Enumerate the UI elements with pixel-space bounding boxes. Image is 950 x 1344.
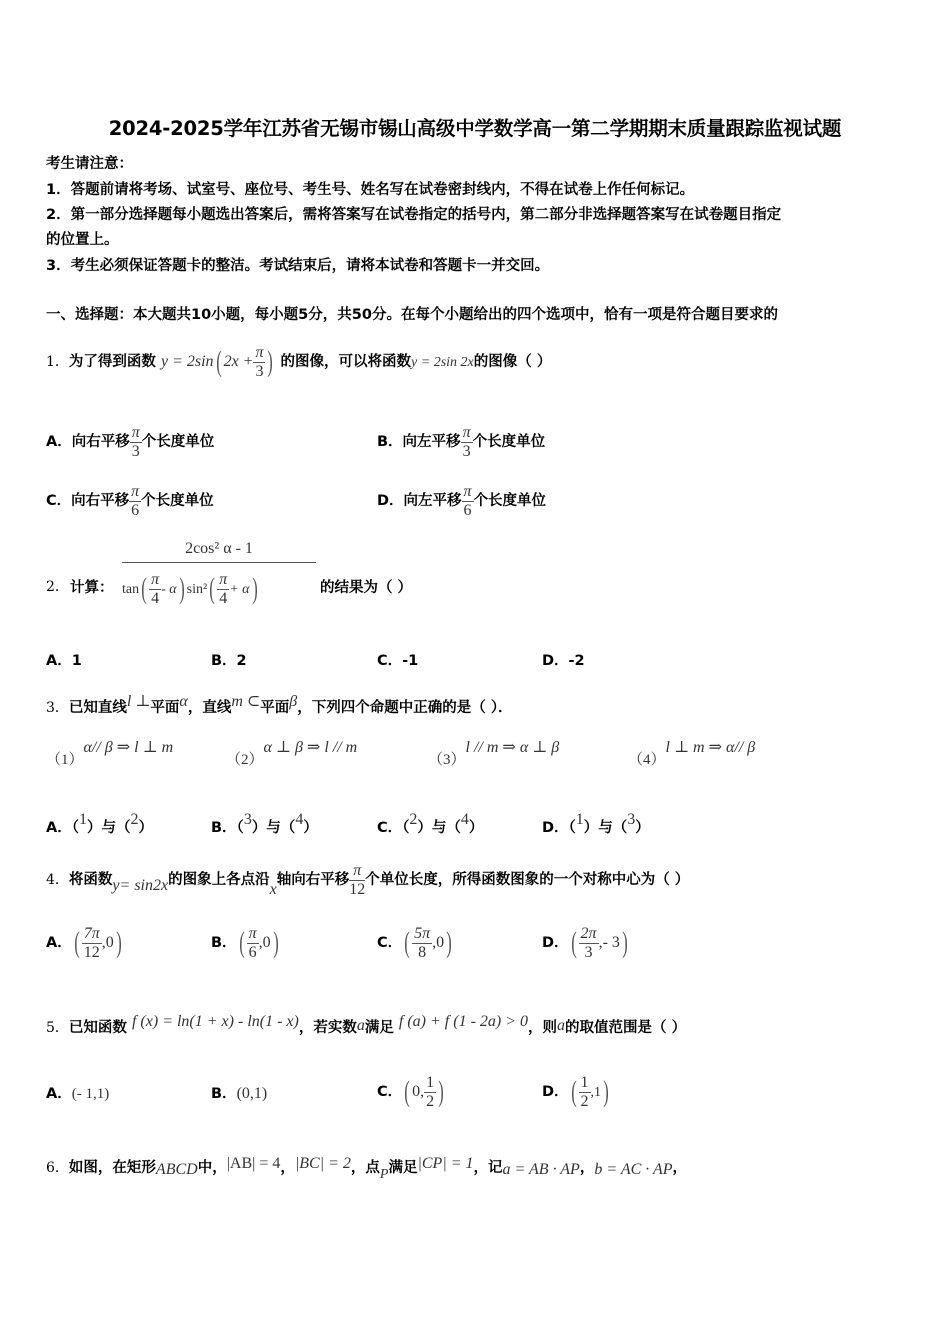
fraction-denominator: 6 bbox=[248, 943, 257, 961]
fraction-numerator: π bbox=[463, 482, 472, 500]
formula: sin² bbox=[186, 582, 208, 597]
option-label: B．（ bbox=[211, 820, 244, 836]
option-text: 个长度单位 bbox=[473, 493, 547, 509]
option-value: 1 bbox=[78, 811, 87, 828]
fraction-denominator: 4 bbox=[219, 589, 228, 607]
question-text: ，下列四个命题中正确的是（ ）． bbox=[297, 700, 513, 716]
option-a[interactable] bbox=[46, 422, 214, 462]
question-text: 为了得到函数 bbox=[68, 354, 156, 370]
option-label: A． bbox=[46, 935, 72, 951]
option-d[interactable]: D．-2 bbox=[542, 653, 585, 669]
option-label: D．（ bbox=[542, 820, 576, 836]
question-number: 3． bbox=[46, 700, 69, 716]
option-b[interactable] bbox=[211, 1072, 267, 1116]
formula: a = AB · AP bbox=[502, 1161, 580, 1178]
option-value: 3 bbox=[627, 811, 636, 828]
formula: |CP| = 1 bbox=[417, 1155, 474, 1172]
question-text: 将函数 bbox=[68, 872, 113, 888]
fraction-denominator: 3 bbox=[131, 442, 140, 460]
question-number: 2． bbox=[46, 579, 69, 595]
notice-item: 的位置上。 bbox=[46, 232, 119, 248]
option-text: 个长度单位 bbox=[472, 434, 546, 450]
question-number: 5． bbox=[46, 1020, 69, 1036]
notice-item: 1．答题前请将考场、试室号、座位号、考生号、姓名写在试卷密封线内，不得在试卷上作任何标记。 bbox=[46, 182, 695, 198]
option-label: C． bbox=[377, 935, 403, 951]
proposition-tag: （4） bbox=[628, 752, 666, 768]
proposition-2 bbox=[226, 736, 358, 768]
proposition-tag: （2） bbox=[226, 752, 264, 768]
question-text: ，则 bbox=[528, 1020, 558, 1036]
option-label: D．向左平移 bbox=[377, 493, 462, 509]
option-text: ）与（ bbox=[251, 820, 296, 836]
formula: α bbox=[179, 693, 188, 710]
option-a[interactable]: A．1 bbox=[46, 653, 82, 669]
formula: b = AC · AP bbox=[594, 1161, 673, 1178]
question-text: 计算： bbox=[70, 580, 114, 596]
fraction-denominator: 6 bbox=[131, 501, 140, 519]
option-a[interactable] bbox=[46, 800, 153, 840]
option-d[interactable]: D．( $\frac{1}{2}$ ,1) bbox=[542, 1073, 609, 1110]
option-value: ,- 3 bbox=[598, 934, 620, 951]
option-value: (- 1,1) bbox=[71, 1086, 110, 1102]
option-text: ）与（ bbox=[583, 820, 628, 836]
formula: β bbox=[289, 693, 298, 710]
fraction-denominator: 8 bbox=[418, 943, 427, 961]
option-text: ） bbox=[138, 820, 153, 836]
formula: |BC| = 2 bbox=[294, 1155, 351, 1172]
fraction-numerator: π bbox=[131, 482, 140, 500]
proposition-4 bbox=[628, 736, 756, 768]
fraction-denominator: 2 bbox=[426, 1092, 435, 1110]
fraction-numerator: π bbox=[248, 924, 257, 942]
option-label: C． bbox=[377, 1084, 403, 1100]
formula: f (a) + f (1 - 2a) > 0 bbox=[398, 1013, 529, 1030]
question-text: 的结果为（ ） bbox=[320, 580, 413, 596]
proposition-1 bbox=[46, 736, 174, 768]
question-3 bbox=[46, 684, 513, 720]
question-6 bbox=[46, 1146, 687, 1182]
option-text: ）与（ bbox=[417, 820, 461, 836]
fraction-denominator: 4 bbox=[151, 589, 160, 607]
option-value: 1 bbox=[575, 811, 584, 828]
option-c[interactable] bbox=[377, 800, 483, 840]
option-a[interactable]: A．( $\frac{7\pi}{12}$ ,0) bbox=[46, 924, 122, 961]
option-value: 0, bbox=[412, 1083, 425, 1100]
question-text: 轴向右平移 bbox=[276, 872, 350, 888]
question-1: 1．为了得到函数 y = 2sin( 2x + $\frac{\pi}{3}$ ) 的图像，可以将函数y = 2sin 2x的图像（ ） bbox=[46, 343, 552, 380]
fraction-numerator: π bbox=[131, 423, 140, 441]
question-text: ，记 bbox=[473, 1160, 503, 1176]
notice-heading: 考生请注意： bbox=[46, 156, 133, 172]
fraction-numerator: π bbox=[219, 570, 228, 588]
formula: α// β ⇒ l ⊥ m bbox=[83, 739, 174, 756]
formula: m ⊂ bbox=[231, 693, 261, 710]
option-value: 4 bbox=[460, 811, 469, 828]
proposition-tag: （3） bbox=[428, 752, 466, 768]
option-d[interactable] bbox=[377, 481, 546, 521]
question-text: 满足 bbox=[388, 1160, 418, 1176]
formula: x bbox=[269, 881, 277, 898]
fraction-numerator: 2π bbox=[580, 924, 597, 942]
proposition-3 bbox=[428, 736, 560, 768]
formula: y = 2sin bbox=[160, 353, 214, 370]
formula: α ⊥ β ⇒ l // m bbox=[263, 739, 358, 756]
question-text: 的图像（ ） bbox=[473, 354, 552, 370]
formula: y = 2sin 2x bbox=[411, 355, 474, 370]
option-text: ） bbox=[468, 820, 484, 836]
question-text: ，直线 bbox=[187, 700, 232, 716]
formula: l ⊥ m ⇒ α// β bbox=[665, 739, 756, 756]
question-4 bbox=[46, 858, 689, 902]
option-d[interactable]: D．( $\frac{2\pi}{3}$ ,- 3) bbox=[542, 924, 628, 961]
formula: |AB| = 4 bbox=[226, 1155, 281, 1172]
question-5 bbox=[46, 1000, 686, 1044]
formula: + α bbox=[229, 582, 250, 597]
fraction-numerator: 5π bbox=[414, 924, 431, 942]
fraction-denominator: 3 bbox=[584, 943, 593, 961]
fraction-denominator: 12 bbox=[83, 943, 100, 961]
question-text: ， bbox=[579, 1160, 595, 1176]
notice-item: 3．考生必须保证答题卡的整洁。考试结束后，请将本试卷和答题卡一并交回。 bbox=[46, 258, 550, 274]
option-value: 2 bbox=[409, 811, 418, 828]
fraction-numerator: 1 bbox=[580, 1073, 589, 1091]
option-c[interactable]: C．( $\frac{5\pi}{8}$ ,0) bbox=[377, 924, 452, 961]
question-text: 个单位长度，所得函数图象的一个对称中心为（ ） bbox=[365, 872, 690, 888]
option-label: B． bbox=[211, 1086, 237, 1102]
section-heading: 一、选择题：本大题共10小题，每小题5分，共50分。在每个小题给出的四个选项中，恰有一项是符合题目要求的 bbox=[46, 307, 778, 323]
option-label: D． bbox=[542, 935, 569, 951]
option-c[interactable]: C．( 0, $\frac{1}{2}$ ) bbox=[377, 1073, 444, 1110]
option-text: 个长度单位 bbox=[141, 434, 215, 450]
question-number: 4． bbox=[46, 872, 69, 888]
fraction-denominator: 12 bbox=[349, 880, 366, 898]
option-value: (0,1) bbox=[236, 1085, 268, 1102]
option-c[interactable] bbox=[46, 481, 214, 521]
option-b[interactable] bbox=[377, 422, 545, 462]
formula: P bbox=[379, 1167, 389, 1182]
fraction-numerator: π bbox=[151, 570, 160, 588]
option-text: ） bbox=[635, 820, 650, 836]
formula: l // m ⇒ α ⊥ β bbox=[465, 739, 560, 756]
formula: l ⊥ bbox=[126, 693, 151, 710]
option-value: ,0 bbox=[432, 934, 445, 951]
fraction-numerator: 7π bbox=[83, 924, 100, 942]
fraction-numerator: π bbox=[462, 423, 471, 441]
option-value: ,1 bbox=[590, 1085, 602, 1100]
question-text: ， bbox=[672, 1160, 688, 1176]
option-text: ）与（ bbox=[86, 820, 131, 836]
question-text: 已知函数 bbox=[68, 1020, 127, 1036]
option-b[interactable]: B．( $\frac{\pi}{6}$ ,0) bbox=[211, 924, 279, 961]
formula: a bbox=[356, 1017, 365, 1034]
option-value: 2 bbox=[130, 811, 139, 828]
question-text: 如图，在矩形 bbox=[68, 1160, 156, 1176]
option-value: ,0 bbox=[258, 934, 271, 951]
question-text: 的图像，可以将函数 bbox=[280, 354, 412, 370]
option-b[interactable]: B．2 bbox=[211, 653, 247, 669]
question-text: 的图象上各点沿 bbox=[168, 872, 270, 888]
fraction-denominator: 2 bbox=[580, 1092, 589, 1110]
option-b[interactable] bbox=[211, 800, 318, 840]
question-text: 中， bbox=[197, 1160, 227, 1176]
page-title: 2024-2025学年江苏省无锡市锡山高级中学数学高一第二学期期末质量跟踪监视试题 bbox=[108, 117, 842, 140]
fraction-numerator: π bbox=[255, 343, 264, 361]
option-label: B． bbox=[211, 935, 237, 951]
question-number: 1． bbox=[46, 354, 69, 370]
question-number: 6． bbox=[46, 1160, 69, 1176]
fraction-denominator: 3 bbox=[255, 362, 264, 380]
question-text: 的取值范围是（ ） bbox=[565, 1020, 687, 1036]
option-label: A．向右平移 bbox=[46, 434, 130, 450]
option-label: C．（ bbox=[377, 820, 410, 836]
question-text: ， bbox=[280, 1160, 295, 1176]
formula: - α bbox=[161, 582, 177, 597]
formula: ABCD bbox=[155, 1161, 198, 1178]
question-text: 满足 bbox=[364, 1020, 394, 1036]
option-label: D． bbox=[542, 1084, 569, 1100]
option-label: C．向右平移 bbox=[46, 493, 130, 509]
formula: a bbox=[557, 1017, 566, 1034]
formula: y= sin2x bbox=[112, 877, 169, 894]
question-text: ，若实数 bbox=[298, 1020, 357, 1036]
option-c[interactable]: C．-1 bbox=[377, 653, 419, 669]
option-label: A．（ bbox=[46, 820, 79, 836]
option-a[interactable] bbox=[46, 1072, 109, 1116]
question-text: 已知直线 bbox=[68, 700, 127, 716]
option-value: 4 bbox=[295, 811, 304, 828]
formula: 2x + bbox=[223, 353, 254, 370]
option-label: B．向左平移 bbox=[377, 434, 461, 450]
formula: f (x) = ln(1 + x) - ln(1 - x) bbox=[131, 1013, 299, 1030]
question-text: 平面 bbox=[150, 700, 180, 716]
question-text: ，点 bbox=[350, 1160, 380, 1176]
option-d[interactable] bbox=[542, 800, 650, 840]
option-text: ） bbox=[303, 820, 318, 836]
fraction-numerator: π bbox=[349, 862, 365, 881]
option-label: A． bbox=[46, 1086, 72, 1102]
fraction-denominator: 6 bbox=[463, 501, 472, 519]
formula: tan bbox=[122, 582, 140, 597]
fraction-numerator: 2cos² α - 1 bbox=[185, 540, 253, 557]
notice-item: 2．第一部分选择题每小题选出答案后，需将答案写在试卷指定的括号内，第二部分非选择题答案写在试卷题目指定 bbox=[46, 207, 782, 223]
question-text: 平面 bbox=[260, 700, 290, 716]
option-value: ,0 bbox=[101, 934, 114, 951]
option-value: 3 bbox=[243, 811, 252, 828]
option-text: 个长度单位 bbox=[141, 493, 214, 509]
fraction-denominator: 3 bbox=[462, 442, 471, 460]
proposition-tag: （1） bbox=[46, 752, 84, 768]
fraction-numerator: 1 bbox=[426, 1073, 435, 1091]
